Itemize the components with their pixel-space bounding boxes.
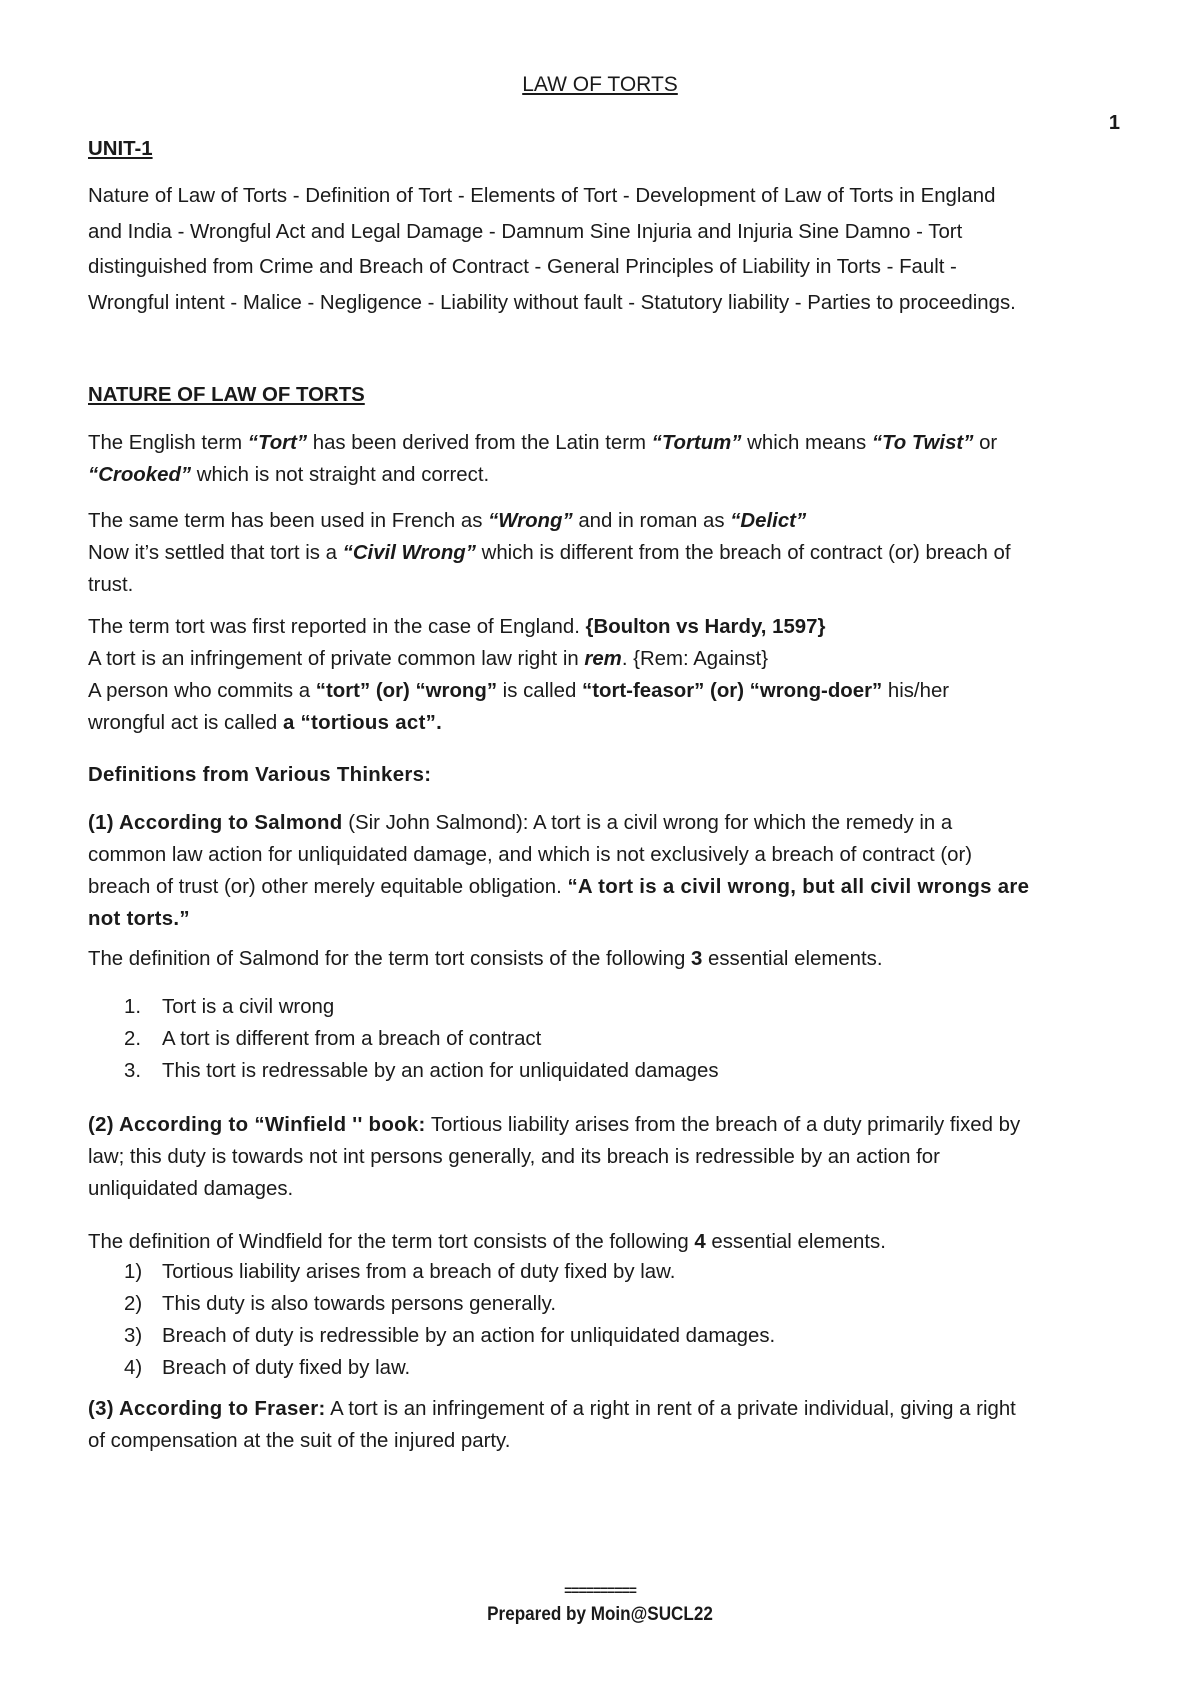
text-span: breach of trust (or) other merely equitable obligation. <box>88 876 568 898</box>
list-number: 4) <box>124 1357 143 1379</box>
text-line: common law action for unliquidated damage, and which is not exclusively a breach of contract (or) <box>88 844 973 866</box>
list-item <box>88 1256 1118 1288</box>
list-text: Tort is a civil wrong <box>162 996 335 1018</box>
list-text: Breach of duty fixed by law. <box>162 1357 411 1379</box>
unit-syllabus <box>88 179 1118 321</box>
winfield-intro <box>88 1226 1118 1258</box>
element-count: 3 <box>690 948 703 970</box>
text-span: wrongful act is called <box>88 712 283 734</box>
case-citation: {Boulton vs Hardy, 1597} <box>585 616 826 638</box>
list-number: 2) <box>124 1293 143 1315</box>
text-span: The English term <box>88 432 248 454</box>
text-span: The term tort was first reported in the case of England. <box>88 616 586 638</box>
text-span: his/her <box>882 680 950 702</box>
text-span: has been derived from the Latin term <box>307 432 652 454</box>
list-item <box>88 1055 1118 1087</box>
term-tortum: “Tortum” <box>651 432 742 454</box>
list-item <box>88 1023 1118 1055</box>
salmond-elements-list <box>88 991 1118 1087</box>
list-item <box>88 1288 1118 1320</box>
text-span: . {Rem: Against} <box>621 648 769 670</box>
winfield-elements-list <box>88 1256 1118 1384</box>
text-span: or <box>973 432 998 454</box>
text-span: essential elements. <box>702 948 883 970</box>
list-number: 2. <box>124 1028 142 1050</box>
term-wrong: “Wrong” <box>488 510 573 532</box>
page-number: 1 <box>1108 112 1120 134</box>
text-span: which is different from the breach of contract (or) breach of <box>475 542 1011 564</box>
winfield-label: (2) According to “Winfield '' book: <box>88 1114 426 1136</box>
definitions-heading: Definitions from Various Thinkers: <box>88 764 432 786</box>
term-rem: rem <box>584 648 622 670</box>
list-item <box>88 1352 1118 1384</box>
salmond-definition <box>88 807 1118 935</box>
text-line: of compensation at the suit of the injured party. <box>88 1430 511 1452</box>
term-tortious-act: a “tortious act”. <box>282 712 443 734</box>
document-title: LAW OF TORTS <box>522 73 678 96</box>
syllabus-line-4: Wrongful intent - Malice - Negligence - Liability without fault - Statutory liability - Parties to proceedings. <box>88 291 1016 314</box>
text-span: (Sir John Salmond): A tort is a civil wrong for which the remedy in a <box>342 812 953 834</box>
text-span: Now it’s settled that tort is a <box>88 542 343 564</box>
term-delict: “Delict” <box>730 510 807 532</box>
syllabus-line-3: distinguished from Crime and Breach of Contract - General Principles of Liability in Torts - Fault - <box>88 256 957 278</box>
list-text: Tortious liability arises from a breach of duty fixed by law. <box>162 1261 676 1283</box>
syllabus-line-2: and India - Wrongful Act and Legal Damage - Damnum Sine Injuria and Injuria Sine Damno - Tort <box>88 220 963 243</box>
fraser-label: (3) According to Fraser: <box>88 1398 326 1420</box>
text-line: trust. <box>88 574 134 596</box>
list-item <box>88 991 1118 1023</box>
term-civil-wrong: “Civil Wrong” <box>342 542 476 564</box>
list-text: This tort is redressable by an action for unliquidated damages <box>162 1060 719 1082</box>
text-span: which is not straight and correct. <box>191 464 490 486</box>
term-tort: “Tort” <box>247 432 308 454</box>
unit-heading: UNIT-1 <box>88 138 153 160</box>
list-number: 1. <box>124 996 142 1018</box>
term-tort-feasor: “tort-feasor” (or) “wrong-doer” <box>582 680 883 702</box>
nature-heading: NATURE OF LAW OF TORTS <box>88 384 365 406</box>
list-text: Breach of duty is redressible by an action for unliquidated damages. <box>162 1325 776 1347</box>
term-tort-wrong: “tort” (or) “wrong” <box>315 680 498 702</box>
text-span: and in roman as <box>572 510 731 532</box>
list-item <box>88 1320 1118 1352</box>
text-span: is called <box>497 680 583 702</box>
nature-section <box>88 379 1118 411</box>
footer-credit: Prepared by Moin@SUCL22 <box>487 1604 713 1625</box>
text-span: The same term has been used in French as <box>88 510 489 532</box>
nature-paragraph-1 <box>88 427 1118 491</box>
salmond-quote-end: not torts.” <box>88 908 190 930</box>
nature-paragraph-2 <box>88 505 1118 601</box>
winfield-definition <box>88 1109 1118 1205</box>
salmond-intro <box>88 943 1118 975</box>
text-line: law; this duty is towards not int persons generally, and its breach is redressible by an action for <box>88 1146 940 1168</box>
text-span: A tort is an infringement of a right in rent of a private individual, giving a right <box>325 1398 1016 1420</box>
nature-paragraph-3 <box>88 611 1118 739</box>
list-text: This duty is also towards persons generally. <box>162 1293 557 1315</box>
text-span: A person who commits a <box>88 680 316 702</box>
definitions-section <box>88 759 1118 791</box>
salmond-label: (1) According to Salmond <box>88 812 343 834</box>
term-crooked: “Crooked” <box>88 464 192 486</box>
text-span: The definition of Windfield for the term tort consists of the following <box>88 1231 695 1253</box>
unit-section <box>88 133 1118 165</box>
list-text: A tort is different from a breach of contract <box>162 1028 542 1050</box>
footer-separator: ========== <box>564 1582 636 1598</box>
fraser-definition <box>88 1393 1118 1457</box>
salmond-quote: “A tort is a civil wrong, but all civil wrongs are <box>567 876 1030 898</box>
text-span: The definition of Salmond for the term tort consists of the following <box>88 948 691 970</box>
list-number: 3) <box>124 1325 143 1347</box>
text-span: essential elements. <box>705 1231 886 1253</box>
term-to-twist: “To Twist” <box>871 432 974 454</box>
element-count: 4 <box>694 1231 706 1253</box>
text-span: Tortious liability arises from the breach of a duty primarily fixed by <box>425 1114 1021 1136</box>
text-span: A tort is an infringement of private common law right in <box>88 648 585 670</box>
text-span: which means <box>741 432 872 454</box>
text-line: unliquidated damages. <box>88 1178 294 1200</box>
syllabus-line-1: Nature of Law of Torts - Definition of Tort - Elements of Tort - Development of Law of Torts in England <box>88 185 996 207</box>
list-number: 3. <box>124 1060 142 1082</box>
list-number: 1) <box>124 1261 143 1283</box>
